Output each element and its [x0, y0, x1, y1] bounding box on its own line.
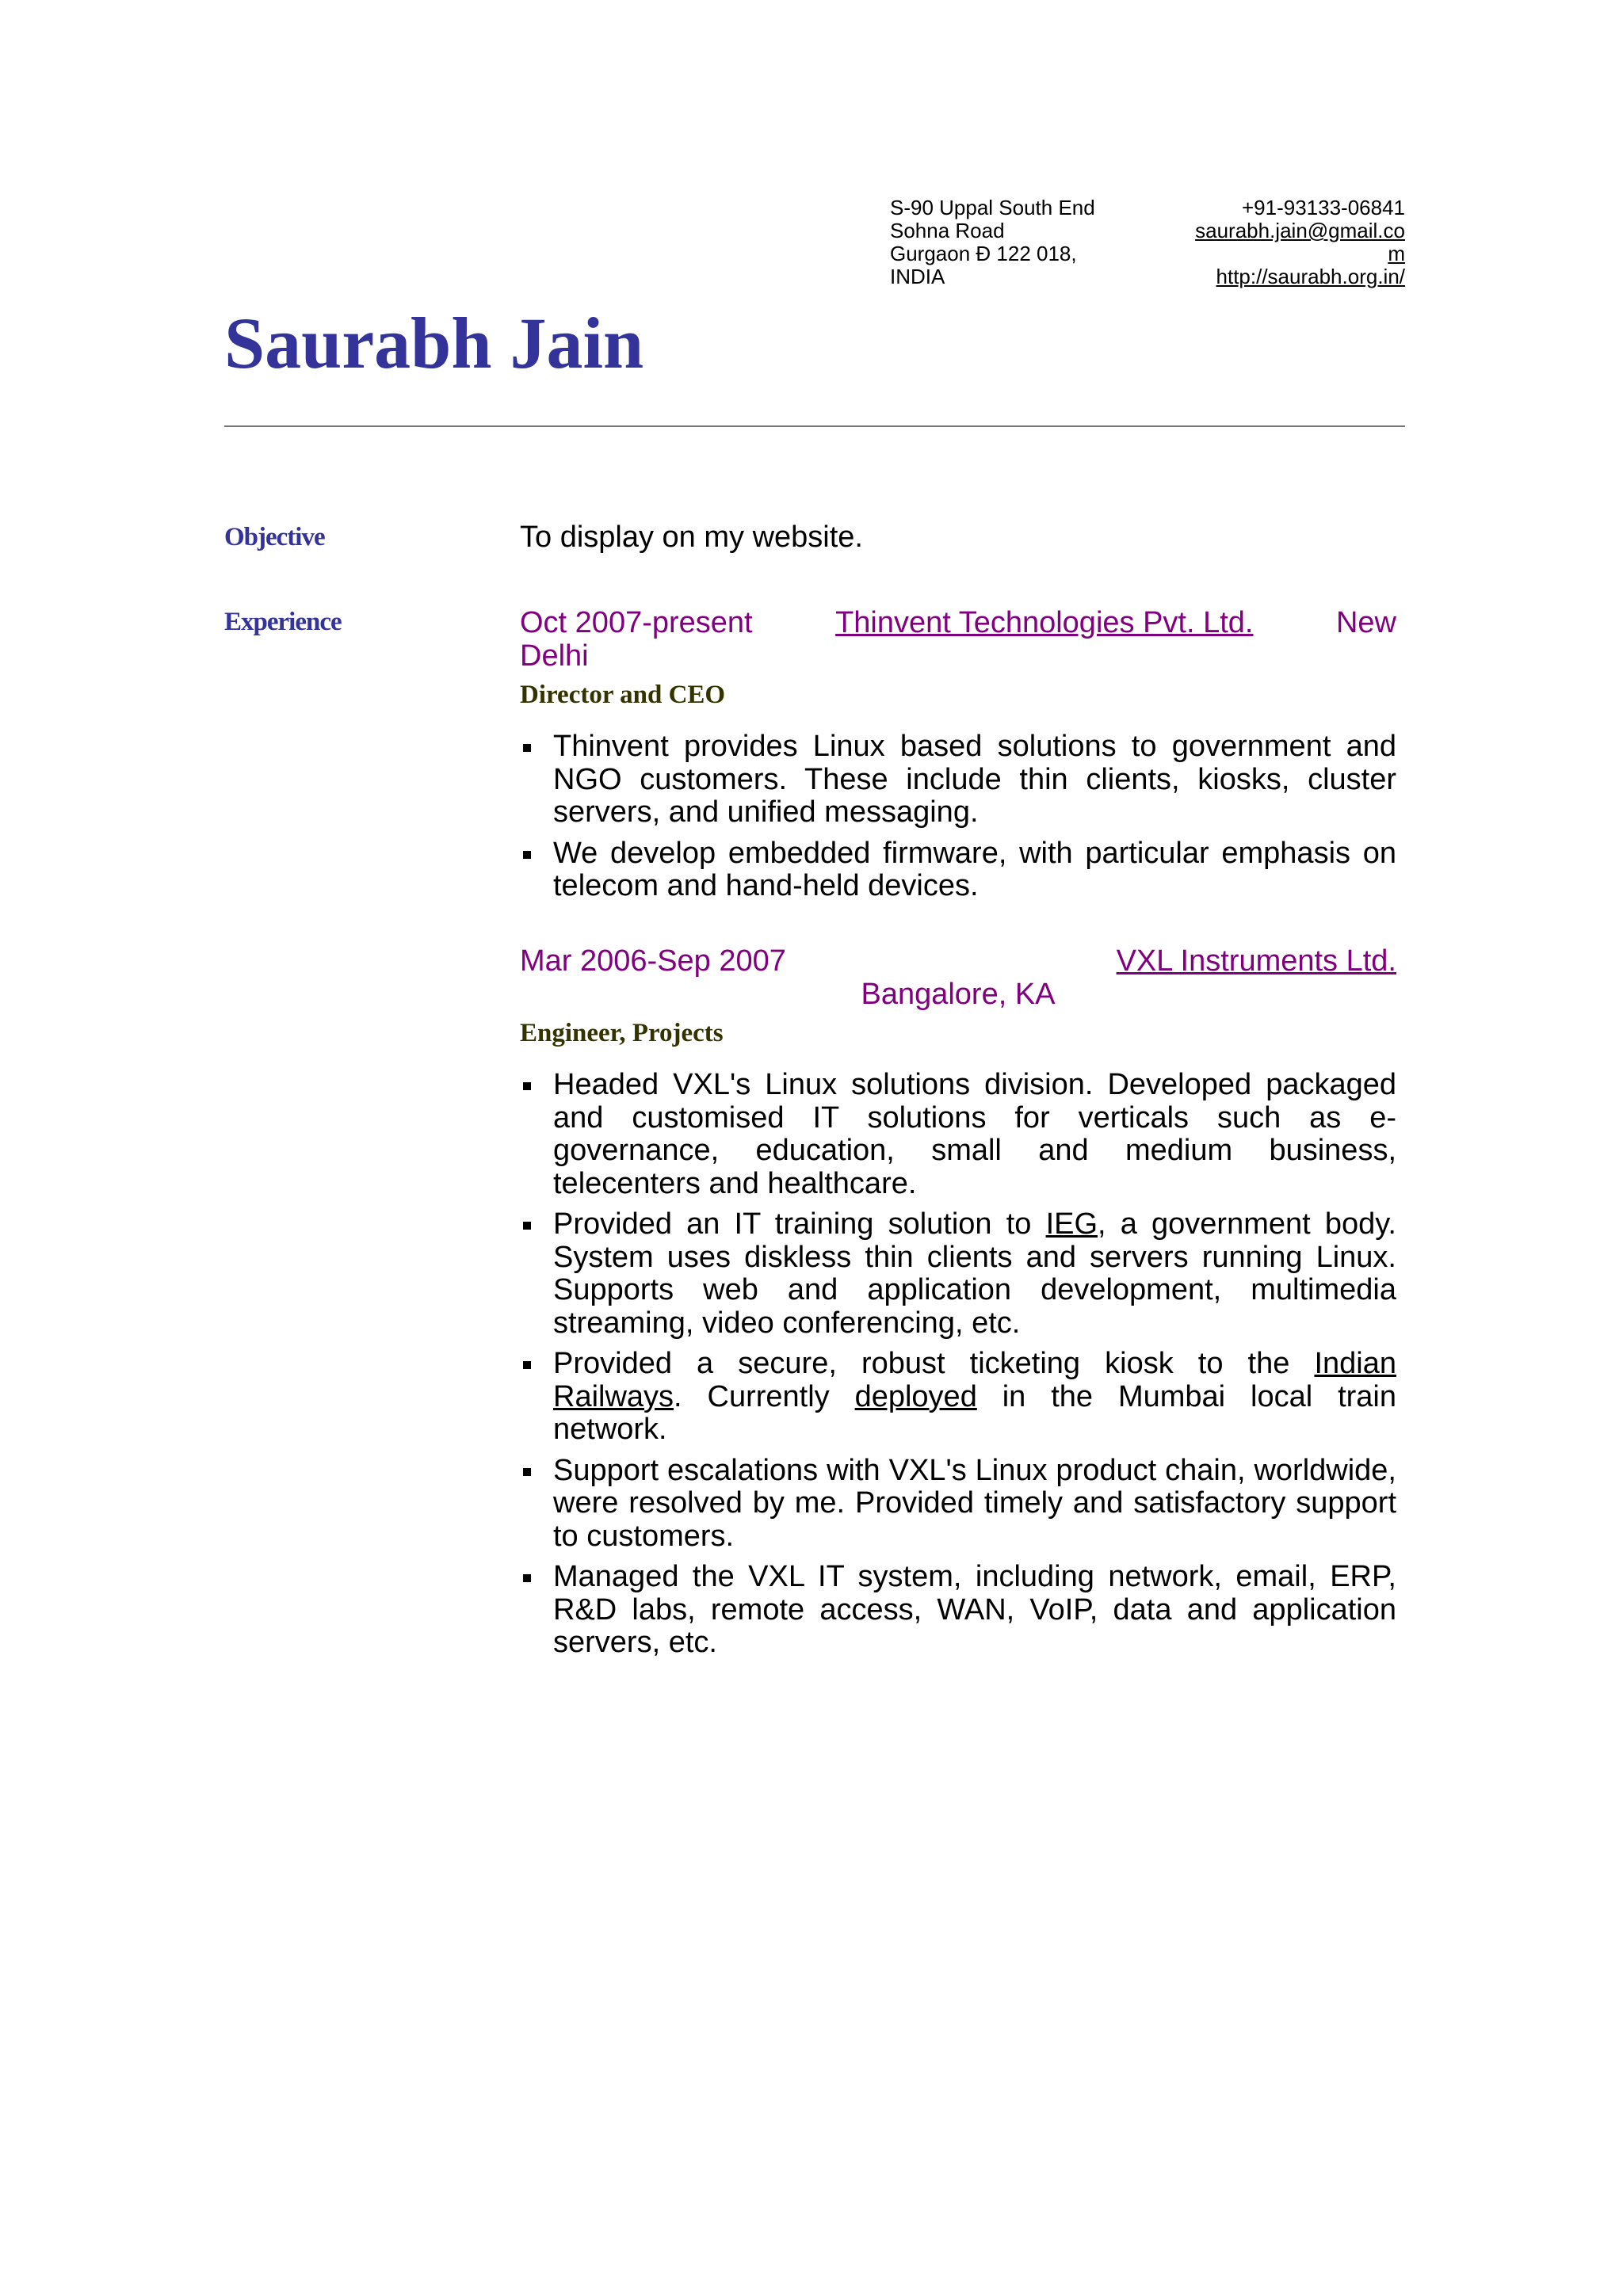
ieg-link[interactable]: IEG — [1045, 1207, 1098, 1241]
phone-number: +91-93133-06841 — [1241, 196, 1405, 219]
job-header-thinvent — [520, 606, 1396, 673]
list-item — [520, 1208, 1396, 1340]
address-line-2: Sohna Road — [890, 219, 1005, 242]
job-location: Bangalore, KA — [861, 978, 1056, 1011]
job-dates: Oct 2007-present — [520, 606, 753, 639]
job-title-vxl: Engineer, Projects — [520, 1019, 724, 1047]
list-item — [520, 1348, 1396, 1447]
email-link-continued[interactable]: m — [1388, 242, 1405, 265]
deployed-link[interactable]: deployed — [854, 1379, 977, 1413]
list-item: Support escalations with VXL's Linux product chain, worldwide, were resolved by me. Provided timely and satisfactory support to customers. — [520, 1455, 1396, 1554]
job-header-row — [520, 944, 1396, 978]
objective-text: To display on my website. — [520, 521, 863, 554]
list-item: Thinvent provides Linux based solutions to government and NGO customers. These include thin clients, kiosks, cluster servers, and unified messaging. — [520, 730, 1396, 830]
list-item: Managed the VXL IT system, including network, email, ERP, R&D labs, remote access, WAN, VoIP, data and application servers, etc. — [520, 1561, 1396, 1660]
bullet-text-post: , a government body. System uses diskless thin clients and servers running Linux. Supports web and application development, multimedia streaming, video conferencing, etc. — [553, 1207, 1396, 1340]
job-bullets-vxl — [520, 1069, 1396, 1668]
candidate-name: Saurabh Jain — [224, 303, 644, 383]
job-location: New — [1335, 606, 1396, 639]
experience-label: Experience — [224, 608, 342, 636]
job-location-continued: Delhi — [520, 639, 589, 673]
list-item: We develop embedded firmware, with particular emphasis on telecom and hand-held devices. — [520, 837, 1396, 903]
email-link[interactable]: saurabh.jain@gmail.co — [1195, 219, 1405, 242]
address-line-1: S-90 Uppal South End — [890, 196, 1095, 219]
header-divider — [224, 425, 1405, 427]
job-bullets-thinvent — [520, 730, 1396, 911]
bullet-text-pre: Provided a secure, robust ticketing kiosk to the — [553, 1347, 1315, 1380]
objective-label: Objective — [224, 523, 325, 551]
address-line-3: Gurgaon Ð 122 018, — [890, 242, 1077, 265]
company-link-vxl[interactable]: VXL Instruments Ltd. — [1116, 944, 1396, 978]
list-item: Headed VXL's Linux solutions division. Developed packaged and customised IT solutions for verticals such as e-governance, education, small and medium business, telecenters and healthcare. — [520, 1069, 1396, 1200]
website-link[interactable]: http://saurabh.org.in/ — [1216, 265, 1405, 288]
job-title-thinvent: Director and CEO — [520, 681, 726, 709]
company-link-thinvent[interactable]: Thinvent Technologies Pvt. Ltd. — [835, 606, 1254, 639]
address-line-4: INDIA — [890, 265, 945, 288]
indian-railways-link[interactable]: Indian Railways — [553, 1347, 1396, 1413]
bullet-text-post: in the Mumbai local train network. — [553, 1379, 1396, 1446]
job-header-vxl — [520, 944, 1396, 1011]
job-dates: Mar 2006-Sep 2007 — [520, 944, 786, 978]
bullet-text-mid: . Currently — [674, 1379, 855, 1413]
bullet-text-pre: Provided an IT training solution to — [553, 1207, 1046, 1241]
job-header-row — [520, 606, 1396, 639]
